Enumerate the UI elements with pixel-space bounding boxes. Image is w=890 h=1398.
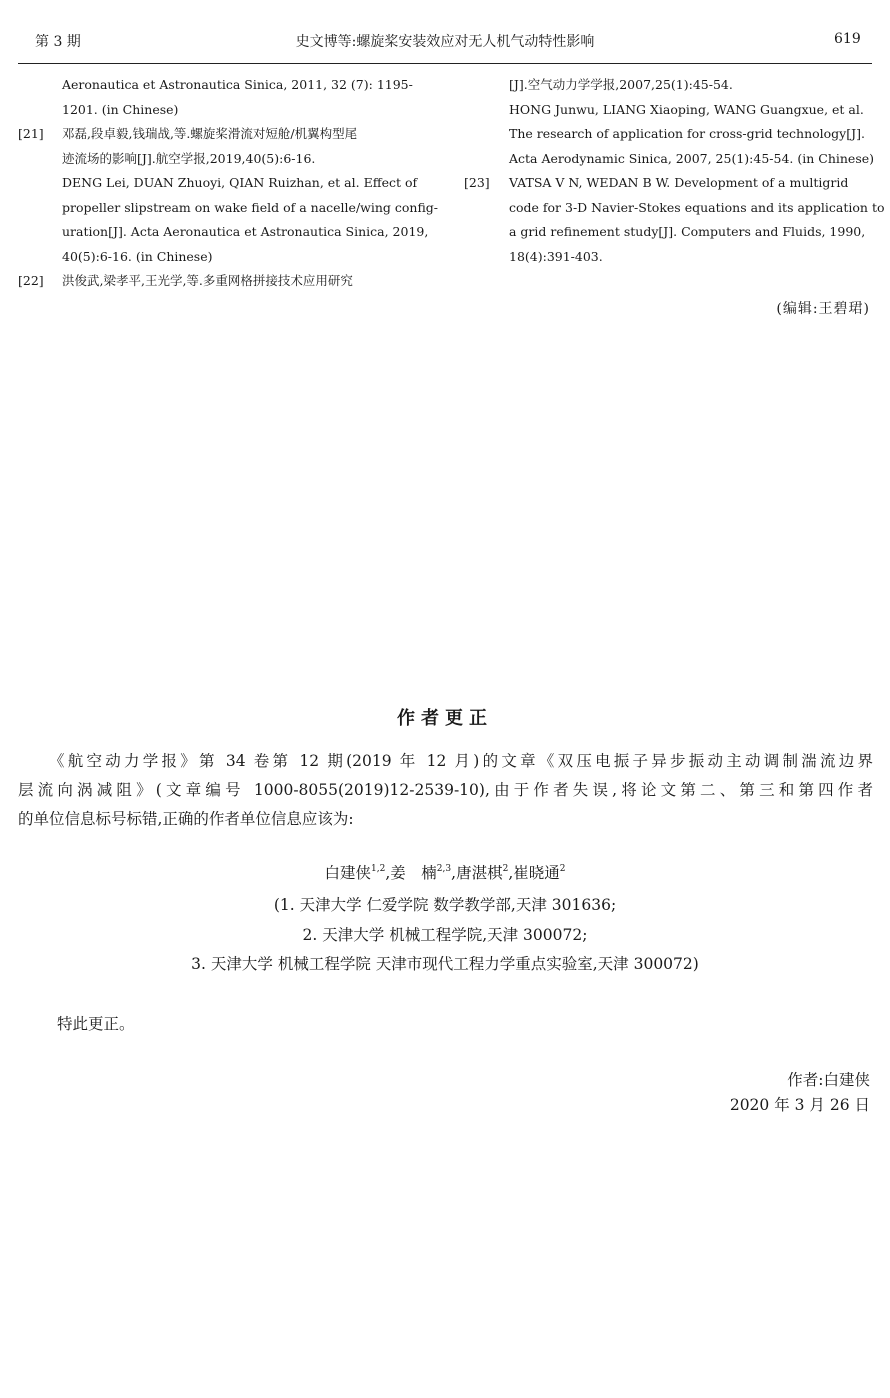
erratum-paragraph bbox=[18, 747, 873, 834]
author-name: 姜 楠 bbox=[390, 864, 437, 882]
reference-line: DENG Lei, DUAN Zhuoyi, QIAN Ruizhan, et al. Effect of bbox=[62, 175, 418, 190]
header-rule bbox=[18, 63, 872, 64]
author-name: 白建侠 bbox=[324, 864, 372, 882]
reference-line: 1201. (in Chinese) bbox=[62, 101, 179, 117]
author-affiliation-mark: 2,3 bbox=[436, 864, 452, 874]
reference-line: 洪俊武,梁孝平,王光学,等.多重网格拼接技术应用研究 bbox=[62, 273, 353, 288]
paragraph-line: 《航空动力学报》第 34 卷第 12 期(2019 年 12 月)的文章《双压电振子异步振动主动调制湍流边界 bbox=[49, 752, 873, 770]
running-title: 史文博等:螺旋桨安装效应对无人机气动特性影响 bbox=[295, 34, 595, 50]
author-name: 崔晓通 bbox=[513, 864, 560, 882]
signature-date: 2020 年 3 月 26 日 bbox=[729, 1096, 870, 1114]
reference-line: uration[J]. Acta Aeronautica et Astronautica Sinica, 2019, bbox=[62, 224, 429, 239]
page-number: 619 bbox=[834, 31, 861, 47]
paragraph-line: 层流向涡减阻》(文章编号 1000-8055(2019)12-2539-10),由于作者失误,将论文第二、第三和第四作者 bbox=[18, 781, 873, 799]
issue-label: 第 3 期 bbox=[35, 34, 81, 50]
affiliation-line: (1. 天津大学 仁爱学院 数学教学部,天津 301636; bbox=[273, 896, 617, 914]
reference-line: 迹流场的影响[J].航空学报,2019,40(5):6-16. bbox=[62, 150, 316, 166]
author-affiliation-mark: 1,2 bbox=[371, 864, 386, 874]
affiliation-line: 2. 天津大学 机械工程学院,天津 300072; bbox=[302, 926, 588, 944]
signature: 作者:白建侠 bbox=[787, 1071, 870, 1089]
reference-line: The research of application for cross-grid technology[J]. bbox=[509, 126, 865, 141]
erratum-title: 作者更正 bbox=[397, 708, 493, 729]
reference-line: propeller slipstream on wake field of a nacelle/wing config- bbox=[62, 199, 439, 215]
reference-line: 40(5):6-16. (in Chinese) bbox=[62, 248, 213, 264]
reference-line: code for 3-D Navier-Stokes equations and its application to bbox=[509, 199, 885, 215]
author-separator: , bbox=[385, 864, 391, 882]
affiliation-line: 3. 天津大学 机械工程学院 天津市现代工程力学重点实验室,天津 300072) bbox=[191, 955, 699, 973]
author-list bbox=[0, 861, 890, 883]
reference-number: [22] bbox=[18, 273, 44, 288]
reference-line: VATSA V N, WEDAN B W. Development of a multigrid bbox=[509, 175, 849, 190]
author-affiliation-mark: 2 bbox=[502, 864, 509, 874]
reference-line: a grid refinement study[J]. Computers and Fluids, 1990, bbox=[509, 224, 866, 239]
author-separator: , bbox=[508, 864, 514, 882]
closing-text: 特此更正。 bbox=[57, 1015, 135, 1033]
author-affiliation-mark: 2 bbox=[559, 864, 566, 874]
author-separator: , bbox=[451, 864, 457, 882]
paragraph-line: 的单位信息标号标错,正确的作者单位信息应该为: bbox=[18, 810, 354, 828]
reference-line: 邓磊,段卓毅,钱瑞战,等.螺旋桨滑流对短舱/机翼构型尾 bbox=[62, 126, 358, 141]
author-name: 唐湛棋 bbox=[456, 864, 503, 882]
reference-line: [J].空气动力学学报,2007,25(1):45-54. bbox=[509, 77, 733, 92]
reference-number: [21] bbox=[18, 126, 44, 141]
reference-line: Aeronautica et Astronautica Sinica, 2011, 32 (7): 1195- bbox=[62, 77, 413, 92]
reference-line: 18(4):391-403. bbox=[509, 248, 603, 264]
reference-line: Acta Aerodynamic Sinica, 2007, 25(1):45-54. (in Chinese) bbox=[509, 150, 875, 166]
editor-note: (编辑:王碧珺) bbox=[776, 301, 870, 317]
reference-number: [23] bbox=[464, 175, 490, 190]
reference-line: HONG Junwu, LIANG Xiaoping, WANG Guangxue, et al. bbox=[509, 101, 864, 117]
